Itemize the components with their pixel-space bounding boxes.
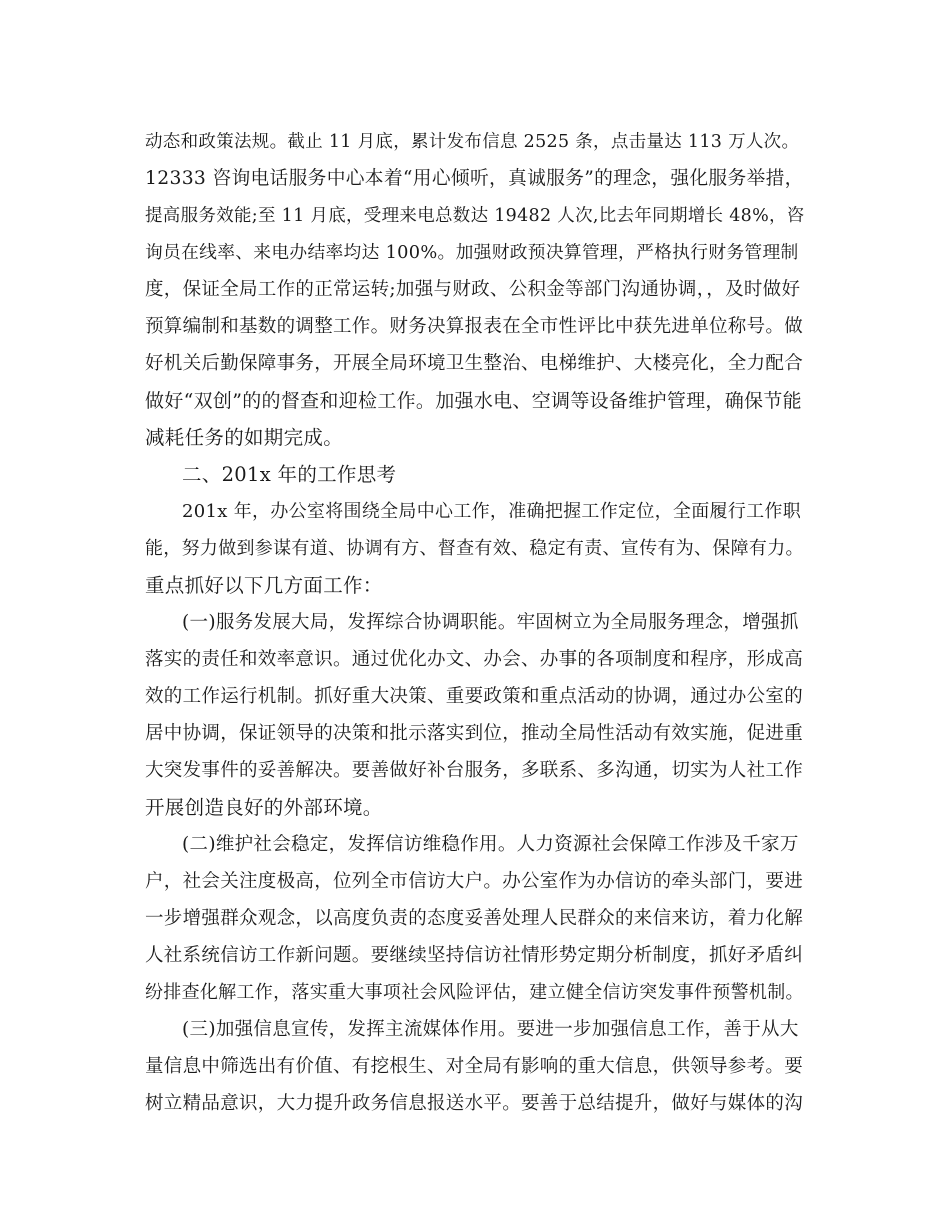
- text-line: 重点抓好以下几方面工作：: [145, 574, 383, 597]
- text-line: 能，努力做到参谋有道、协调有方、督查有效、稳定有责、宣传有为、保障有力。: [145, 538, 804, 559]
- text-line: 大突发事件的妥善解决。要善做好补台服务，多联系、多沟通，切实为人社工作: [145, 760, 804, 781]
- text-line: 效的工作运行机制。抓好重大决策、重要政策和重点活动的协调，通过办公室的: [145, 686, 804, 707]
- text-line: 一步增强群众观念，以高度负责的态度妥善处理人民群众的来信来访，着力化解: [145, 908, 804, 929]
- paragraph-start: (二)维护社会稳定，发挥信访维稳作用。人力资源社会保障工作涉及千家万: [182, 834, 799, 855]
- paragraph-start: (一)服务发展大局，发挥综合协调职能。牢固树立为全局服务理念，增强抓: [182, 612, 799, 633]
- text-line: 纷排查化解工作，落实重大事项社会风险评估，建立健全信访突发事件预警机制。: [145, 982, 804, 1003]
- text-line: 树立精品意识，大力提升政务信息报送水平。要善于总结提升，做好与媒体的沟: [145, 1093, 804, 1114]
- text-line: 人社系统信访工作新问题。要继续坚持信访社情形势定期分析制度，抓好矛盾纠: [145, 945, 804, 966]
- text-line: 做好“双创”的的督查和迎检工作。加强水电、空调等设备维护管理，确保节能: [145, 390, 802, 412]
- text-line: 提高服务效能;至 11 月底，受理来电总数达 19482 人次,比去年同期增长 48%，咨: [145, 206, 805, 226]
- text-line: 12333 咨询电话服务中心本着“用心倾听，真诚服务”的理念，强化服务举措，: [145, 168, 804, 189]
- text-line: 开展创造良好的外部环境。: [145, 796, 383, 819]
- paragraph-start: (三)加强信息宣传，发挥主流媒体作用。要进一步加强信息工作，善于从大: [182, 1019, 799, 1040]
- text-line: 询员在线率、来电办结率均达 100%。加强财政预决算管理，严格执行财务管理制: [145, 243, 799, 263]
- text-line: 动态和政策法规。截止 11 月底，累计发布信息 2525 条，点击量达 113 万人次。: [145, 132, 800, 152]
- text-line: 度，保证全局工作的正常运转;加强与财政、公积金等部门沟通协调，，及时做好: [145, 279, 801, 300]
- text-line: 户，社会关注度极高，位列全市信访大户。办公室作为办信访的牵头部门，要进: [145, 871, 804, 892]
- text-line: 量信息中筛选出有价值、有挖根生、对全局有影响的重大信息，供领导参考。要: [145, 1056, 804, 1077]
- paragraph-start: 201x 年，办公室将围绕全局中心工作，准确把握工作定位，全面履行工作职: [182, 501, 802, 522]
- text-line: 居中协调，保证领导的决策和批示落实到位，推动全局性活动有效实施，促进重: [145, 723, 804, 744]
- text-line: 预算编制和基数的调整工作。财务决算报表在全市性评比中获先进单位称号。做: [145, 316, 804, 337]
- text-line: 好机关后勤保障事务，开展全局环境卫生整治、电梯维护、大楼亮化，全力配合: [145, 353, 804, 374]
- text-line: 减耗任务的如期完成。: [145, 426, 344, 449]
- section-heading: 二、201x 年的工作思考: [182, 463, 397, 486]
- text-line: 落实的责任和效率意识。通过优化办文、办会、办事的各项制度和程序，形成高: [145, 649, 804, 670]
